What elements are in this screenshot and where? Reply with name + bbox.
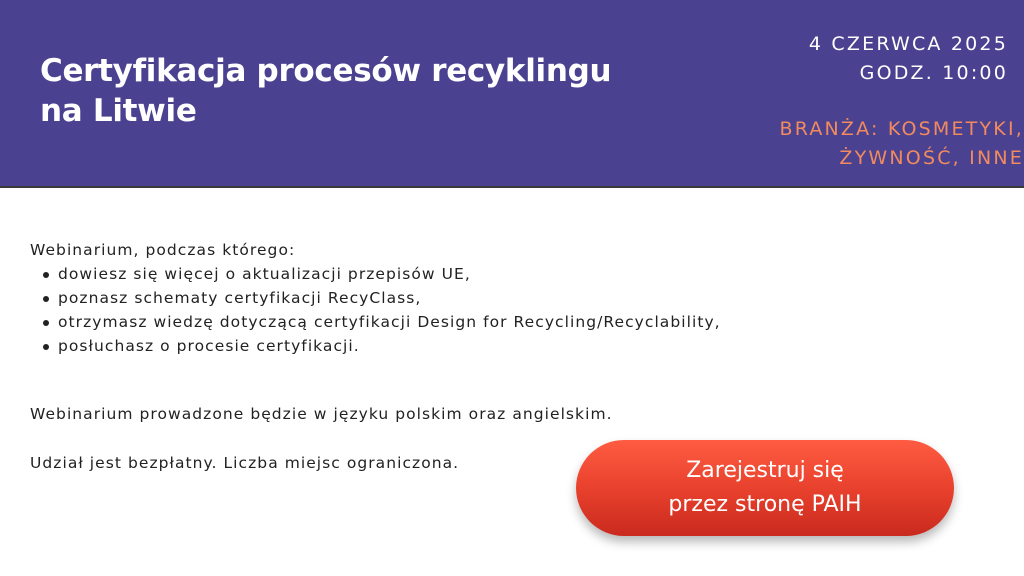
page-title — [40, 51, 720, 131]
event-date: 4 CZERWCA 2025 — [808, 33, 1008, 55]
sector-line-1: BRANŻA: KOSMETYKI, — [779, 118, 1024, 140]
title-line-1: Certyfikacja procesów recyklingu — [40, 53, 612, 89]
register-button-line-2: przez stronę PAIH — [668, 492, 862, 517]
list-item: poznasz schematy certyfikacji RecyClass, — [30, 286, 930, 310]
sector-line-2: ŻYWNOŚĆ, INNE — [839, 147, 1024, 169]
title-line-2: na Litwie — [40, 93, 197, 129]
register-button[interactable] — [576, 440, 954, 536]
header-banner — [0, 0, 1024, 186]
intro-text: Webinarium, podczas którego: — [30, 241, 296, 259]
header-divider — [0, 186, 1024, 188]
free-participation-note: Udział jest bezpłatny. Liczba miejsc ograniczona. — [30, 454, 460, 472]
register-button-line-1: Zarejestruj się — [686, 458, 844, 483]
webinar-description — [30, 238, 930, 358]
list-item: otrzymasz wiedzę dotyczącą certyfikacji Design for Recycling/Recyclability, — [30, 310, 930, 334]
list-item: posłuchasz o procesie certyfikacji. — [30, 334, 930, 358]
sector-label — [779, 115, 1024, 173]
event-time: GODZ. 10:00 — [859, 62, 1008, 84]
event-datetime — [809, 30, 1008, 88]
language-note: Webinarium prowadzone będzie w języku polskim oraz angielskim. — [30, 405, 613, 423]
benefits-list — [30, 262, 930, 358]
list-item: dowiesz się więcej o aktualizacji przepisów UE, — [30, 262, 930, 286]
